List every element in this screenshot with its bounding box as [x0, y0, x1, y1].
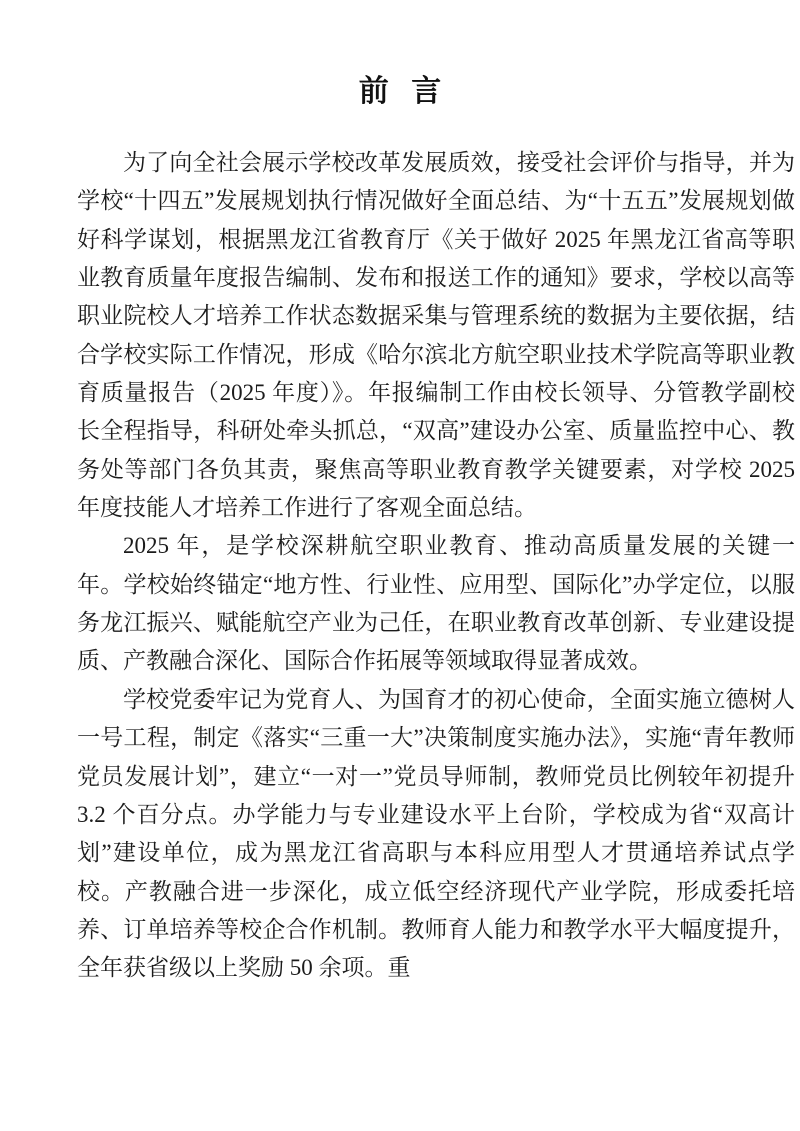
document-body — [77, 144, 795, 988]
paragraph-2: 2025 年，是学校深耕航空职业教育、推动高质量发展的关键一年。学校始终锚定“地方性、行业性、应用型、国际化”办学定位，以服务龙江振兴、赋能航空产业为己任，在职业教育改革创新、专业建设提质、产教融合深化、国际合作拓展等领域取得显著成效。 — [77, 533, 795, 674]
page-title: 前 言 — [358, 75, 449, 108]
paragraph-3: 学校党委牢记为党育人、为国育才的初心使命，全面实施立德树人一号工程，制定《落实“三重一大”决策制度实施办法》，实施“青年教师党员发展计划”，建立“一对一”党员导师制，教师党员比例较年初提升 3.2 个百分点。办学能力与专业建设水平上台阶，学校成为省“双高计划”建设单位，成为黑龙江省高职与本科应用型人才贯通培养试点学校。产教融合进一步深化，成立低空经济现代产业学院，形成委托培养、订单培养等校企合作机制。教师育人能力和教学水平大幅度提升，全年获省级以上奖励 50 余项。重 — [77, 686, 795, 981]
paragraph-1: 为了向全社会展示学校改革发展质效，接受社会评价与指导，并为学校“十四五”发展规划执行情况做好全面总结、为“十五五”发展规划做好科学谋划，根据黑龙江省教育厅《关于做好 2025 年黑龙江省高等职业教育质量年度报告编制、发布和报送工作的通知》要求，学校以高等职业院校人才培养工作状态数据采集与管理系统的数据为主要依据，结合学校实际工作情况，形成《哈尔滨北方航空职业技术学院高等职业教育质量报告（2025 年度）》。年报编制工作由校长领导、分管教学副校长全程指导，科研处牵头抓总，“双高”建设办公室、质量监控中心、教务处等部门各负其责，聚焦高等职业教育教学关键要素，对学校 2025 年度技能人才培养工作进行了客观全面总结。 — [77, 150, 795, 521]
